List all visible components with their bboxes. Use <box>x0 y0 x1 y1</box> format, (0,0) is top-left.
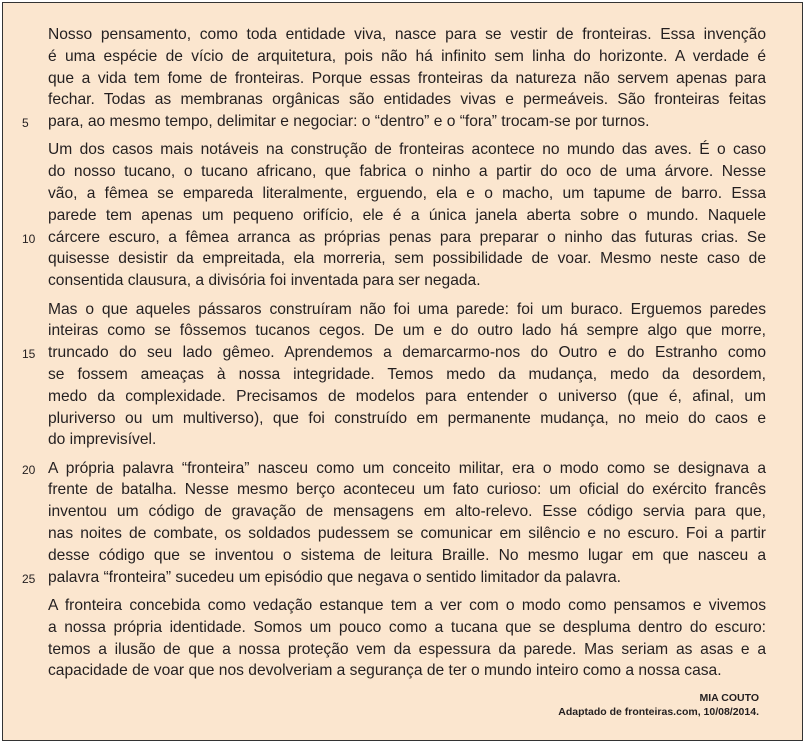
line-text: desse código que se inventou o sistema de leitura Braille. No mesmo lugar em que nasceu a <box>48 546 766 564</box>
text-line <box>48 479 766 501</box>
text-frame <box>2 2 803 741</box>
line-text: inventou um código de gravação de mensagens em alto-relevo. Esse código servia para que, <box>48 503 766 521</box>
text-line <box>22 342 766 364</box>
line-text: do nosso tucano, o tucano africano, que fabrica o ninho a partir do oco de uma árvore. Nesse <box>48 163 766 181</box>
text-line <box>22 458 766 480</box>
paragraph <box>48 595 766 682</box>
line-text: truncado do seu lado gêmeo. Aprendemos a demarcarmo-nos do Outro e do Estranho como <box>48 344 766 362</box>
text-line <box>48 386 766 408</box>
line-text: é uma espécie de vício de arquitetura, pois não há infinito sem linha do horizonte. A verdade é <box>48 47 766 65</box>
text-line <box>48 24 766 46</box>
line-text: Um dos casos mais notáveis na construção de fronteiras acontece no mundo das aves. É o caso <box>48 141 766 159</box>
line-text: frente de batalha. Nesse mesmo berço aconteceu um fato curioso: um oficial do exército francês <box>48 481 766 499</box>
text-line <box>48 617 766 639</box>
text-line <box>48 270 766 292</box>
line-number: 5 <box>22 116 29 131</box>
line-text: pluriverso ou um multiverso), que foi construído em permanente mudança, no meio do caos e <box>48 409 766 427</box>
line-text: consentida clausura, a divisória foi inventada para ser negada. <box>48 272 481 290</box>
line-text: cárcere escuro, a fêmea arranca as próprias penas para preparar o ninho das futuras crias. Se <box>48 228 766 246</box>
text-line <box>48 299 766 321</box>
line-text: a nossa própria identidade. Somos um pouco como a tucana que se despluma dentro do escuro: <box>48 618 766 636</box>
text-line <box>48 595 766 617</box>
line-text: nas noites de combate, os soldados pudessem se comunicar em silêncio e no escuro. Foi a partir <box>48 525 766 543</box>
text-line <box>22 111 766 133</box>
line-text: A fronteira concebida como vedação estanque tem a ver com o modo como pensamos e vivemos <box>48 596 766 614</box>
line-text: se fossem ameaças à nossa integridade. Temos medo da mudança, medo da desordem, <box>48 365 766 383</box>
line-text: do imprevisível. <box>48 431 157 449</box>
line-text: A própria palavra “fronteira” nasceu como um conceito militar, era o modo como se designava a <box>48 459 766 477</box>
line-text: que a vida tem fome de fronteiras. Porque essas fronteiras da natureza não servem apenas para <box>48 69 766 87</box>
text-line <box>48 660 766 682</box>
line-number: 15 <box>22 347 36 362</box>
text-line <box>22 227 766 249</box>
line-number: 10 <box>22 231 36 246</box>
text-line <box>48 501 766 523</box>
line-text: vão, a fêmea se empareda literalmente, erguendo, ela e o macho, um tapume de barro. Essa <box>48 185 766 203</box>
text-line <box>48 161 766 183</box>
line-number: 25 <box>22 571 36 586</box>
line-text: medo da complexidade. Precisamos de modelos para entender o universo (que é, afinal, um <box>48 387 766 405</box>
author-name: MIA COUTO <box>699 692 759 704</box>
text-line <box>48 364 766 386</box>
text-line <box>48 429 766 451</box>
credit-block <box>558 691 759 719</box>
text-line <box>48 205 766 227</box>
text-line <box>48 46 766 68</box>
paragraph <box>22 299 766 452</box>
line-text: quisesse desistir da empreitada, ela morreria, sem possibilidade de voar. Mesmo neste caso de <box>48 250 766 268</box>
paragraph <box>22 458 766 589</box>
text-line <box>48 320 766 342</box>
text-line <box>48 639 766 661</box>
text-line <box>48 523 766 545</box>
line-text: inteiras como se fôssemos tucanos cegos. De um e do outro lado há sempre algo que morre, <box>48 322 766 340</box>
text-line <box>48 68 766 90</box>
text-line <box>48 248 766 270</box>
line-number: 20 <box>22 462 36 477</box>
line-text: palavra “fronteira” sucedeu um episódio que negava o sentido limitador da palavra. <box>48 568 621 586</box>
paragraph <box>22 24 766 133</box>
text-line <box>48 89 766 111</box>
source-note: Adaptado de fronteiras.com, 10/08/2014. <box>558 706 759 718</box>
text-line <box>48 139 766 161</box>
line-text: para, ao mesmo tempo, delimitar e negociar: o “dentro” e o “fora” trocam-se por turnos. <box>48 113 650 131</box>
line-text: capacidade de voar que nos devolveriam a segurança de ter o mundo inteiro como a nossa casa. <box>48 662 722 680</box>
text-line <box>48 408 766 430</box>
text-line <box>48 545 766 567</box>
line-text: Nosso pensamento, como toda entidade viva, nasce para se vestir de fronteiras. Essa invenção <box>48 26 766 43</box>
article-text <box>22 24 766 682</box>
text-line <box>48 183 766 205</box>
text-line <box>22 567 766 589</box>
line-text: Mas o que aqueles pássaros construíram não foi uma parede: foi um buraco. Erguemos paredes <box>48 300 766 318</box>
line-text: temos a ilusão de que a nossa proteção vem da espessura da parede. Mas seriam as asas e a <box>48 640 766 658</box>
paragraph <box>22 139 766 292</box>
line-text: fechar. Todas as membranas orgânicas são entidades vivas e permeáveis. São fronteiras feitas <box>48 91 766 109</box>
line-text: parede tem apenas um pequeno orifício, ele é a única janela aberta sobre o mundo. Naquele <box>48 206 766 224</box>
